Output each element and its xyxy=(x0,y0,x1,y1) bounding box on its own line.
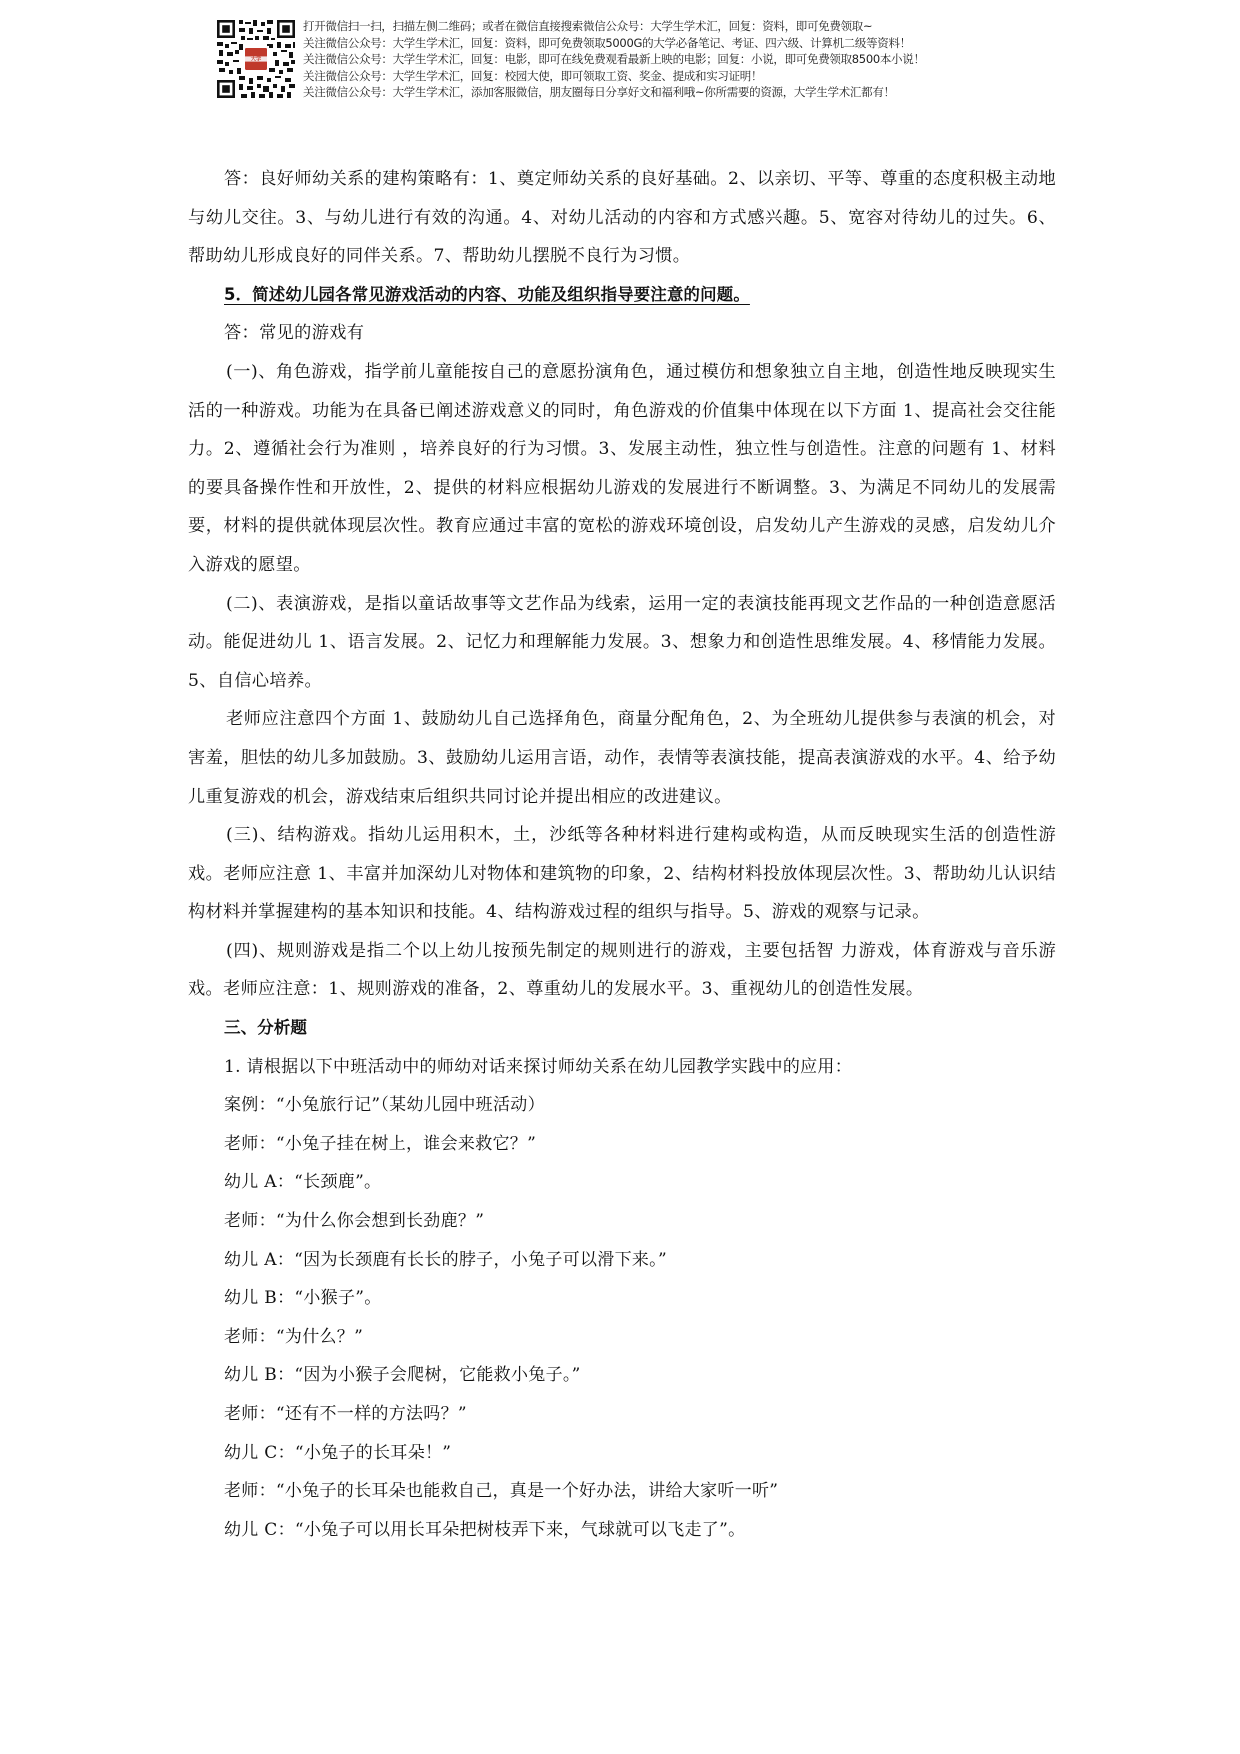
question-5-heading: 5．简述幼儿园各常见游戏活动的内容、功能及组织指导要注意的问题。 xyxy=(224,284,750,304)
qr-code-icon xyxy=(215,18,297,100)
promo-header xyxy=(215,18,975,103)
dialog-line: 幼儿 B：“小猴子”。 xyxy=(224,1288,382,1309)
dialog-line: 老师：“为什么你会想到长劲鹿？” xyxy=(224,1211,485,1232)
analysis-question-1: 1. 请根据以下中班活动中的师幼对话来探讨师幼关系在幼儿园教学实践中的应用： xyxy=(224,1056,853,1077)
promo-line: 关注微信公众号：大学生学术汇，回复：电影，即可在线免费观看最新上映的电影；回复：小说，即可免费领取8500本小说！ xyxy=(303,52,925,66)
svg-text:大学: 大学 xyxy=(250,56,262,63)
dialog-line: 老师：“为什么？” xyxy=(224,1326,364,1347)
dialog-line: 老师：“还有不一样的方法吗？” xyxy=(224,1404,467,1424)
dialog-line: 幼儿 C：“小兔子的长耳朵！” xyxy=(224,1442,452,1463)
construction-game-paragraph: (三)、结构游戏。指幼儿运用积木，土，沙纸等各种材料进行建构或构造，从而反映现实生活的创造性游戏。老师应注意 1、丰富并加深幼儿对物体和建筑物的印象，2、结构材料投放体现层次性。3、帮助幼儿认识结构材料并掌握建构的基本知识和技能。4、结构游戏过程的组织与指导。5、游戏的观察与记录。 xyxy=(188,825,1056,923)
qr-code xyxy=(215,18,297,100)
rule-game-paragraph: (四)、规则游戏是指二个以上幼儿按预先制定的规则进行的游戏，主要包括智 力游戏，体育游戏与音乐游戏。老师应注意：1、规则游戏的准备，2、尊重幼儿的发展水平。3、重视幼儿的创造性发展。 xyxy=(188,940,1056,1000)
promo-line: 关注微信公众号：大学生学术汇，回复：资料，即可免费领取5000G的大学必备笔记、考证、四六级、计算机二级等资料！ xyxy=(303,35,911,50)
promo-line: 打开微信扫一扫，扫描左侧二维码；或者在微信直接搜索微信公众号：大学生学术汇，回复：资料，即可免费领取~ xyxy=(303,19,873,33)
dialog-line: 幼儿 C：“小兔子可以用长耳朵把树枝弄下来，气球就可以飞走了”。 xyxy=(224,1519,746,1540)
performance-game-paragraph: (二)、表演游戏，是指以童话故事等文艺作品为线索，运用一定的表演技能再现文艺作品的一种创造意愿活动。能促进幼儿 1、语言发展。2、记忆力和理解能力发展。3、想象力和创造性思维发展。4、移情能力发展。5、自信心培养。 xyxy=(188,593,1056,691)
dialog-line: 幼儿 A：“长颈鹿”。 xyxy=(224,1172,382,1193)
dialog-line: 老师：“小兔子的长耳朵也能救自己，真是一个好办法，讲给大家听一听” xyxy=(224,1481,779,1502)
case-title: 案例：“小兔旅行记”（某幼儿园中班活动） xyxy=(224,1095,545,1116)
role-play-game-paragraph: (一)、角色游戏，指学前儿童能按自己的意愿扮演角色，通过模仿和想象独立自主地，创造性地反映现实生活的一种游戏。功能为在具备已阐述游戏意义的同时，角色游戏的价值集中体现在以下方面 1、提高社会交往能力。2、遵循社会行为准则 ，培养良好的行为习惯。3、发展主动性，独立性与创造性。注意的问题有 1、材料的要具备操作性和开放性，2、提供的材料应根据幼儿游戏的发展进行不断调整。3、为满足不同幼儿的发展需要，材料的提供就体现层次性。教育应通过丰富的宽松的游戏环境创设，启发幼儿产生游戏的灵感，启发幼儿介入游戏的愿望。 xyxy=(188,361,1056,575)
section-3-title: 三、分析题 xyxy=(224,1018,307,1038)
dialog-line: 老师：“小兔子挂在树上，谁会来救它？” xyxy=(224,1133,537,1154)
document-body xyxy=(188,160,1056,1549)
promo-line: 关注微信公众号：大学生学术汇，回复：校园大使，即可领取工资、奖金、提成和实习证明！ xyxy=(303,68,763,83)
promo-text-block xyxy=(303,18,925,101)
promo-line: 关注微信公众号：大学生学术汇，添加客服微信，朋友圈每日分享好文和福利哦~你所需要的资源，大学生学术汇都有！ xyxy=(303,85,895,99)
answer-4-paragraph: 答：良好师幼关系的建构策略有：1、奠定师幼关系的良好基础。2、以亲切、平等、尊重的态度积极主动地与幼儿交往。3、与幼儿进行有效的沟通。4、对幼儿活动的内容和方式感兴趣。5、宽容对待幼儿的过失。6、帮助幼儿形成良好的同伴关系。7、帮助幼儿摆脱不良行为习惯。 xyxy=(188,169,1056,267)
dialog-line: 幼儿 B：“因为小猴子会爬树，它能救小兔子。” xyxy=(224,1365,581,1386)
dialog-line: 幼儿 A：“因为长颈鹿有长长的脖子，小兔子可以滑下来。” xyxy=(224,1249,667,1270)
performance-game-teacher-paragraph: 老师应注意四个方面 1、鼓励幼儿自己选择角色，商量分配角色，2、为全班幼儿提供参与表演的机会，对害羞，胆怯的幼儿多加鼓励。3、鼓励幼儿运用言语，动作，表情等表演技能，提高表演游戏的水平。4、给予幼儿重复游戏的机会，游戏结束后组织共同讨论并提出相应的改进建议。 xyxy=(188,709,1056,807)
answer-5-intro: 答：常见的游戏有 xyxy=(224,323,365,344)
